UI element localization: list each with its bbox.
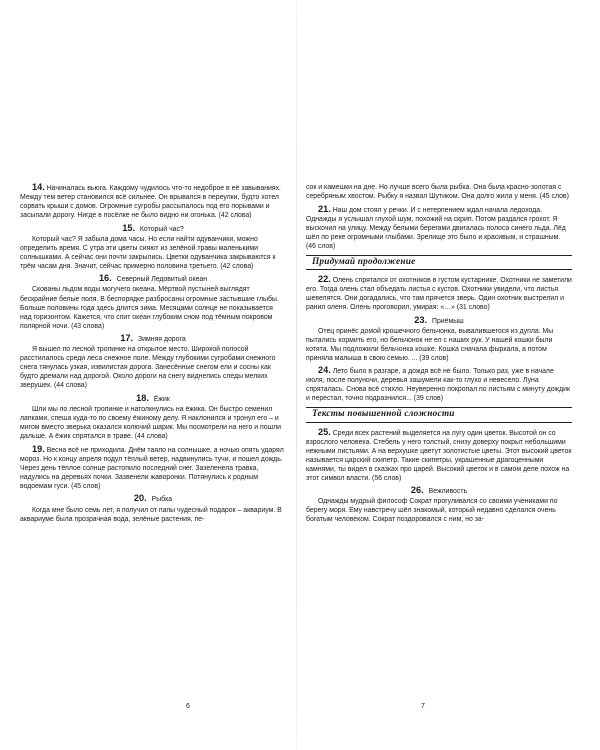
page-number-right: 7 [421,703,425,710]
exercise-number: 17. [120,333,134,344]
exercise-number: 18. [136,392,149,403]
exercise-number: 26. [410,485,424,496]
exercise-title: Который час? [139,225,184,233]
exercise-15 [20,224,286,271]
exercise-title-line [306,316,572,326]
exercise-title-line [20,394,286,404]
exercise-23 [306,316,572,363]
exercise-number: 23. [414,314,428,325]
section-heading: Придумай продолжение [306,255,572,270]
exercise-26 [306,486,572,524]
exercise-text: Однажды мудрый философ Сократ прогуливался со своими учениками по берегу моря. Ему навстречу шёл знакомый, который недавно сделался очень богатым человеком. Сократ поздоровался с ним, но за- [306,498,558,524]
exercise-16 [20,274,286,330]
exercise-21 [306,205,572,251]
page-gutter [296,0,297,750]
exercise-title: Вежливость [428,488,468,496]
left-page [20,183,286,527]
exercise-24 [306,366,572,403]
exercise-text: Наш дом стоял у речки. И с нетерпением ждал начала ледохода. Однажды я услышал глухой шум, похожий на скрип. Потом раздался грохот. Я выскочил на улицу. Между белыми берегами двигалась полоса синего льда. Лёд шёл по реке огромными глыбами. Зрелище это было и красивым, и страшным. (46 слов) [306,206,566,250]
exercise-25 [306,428,572,483]
exercise-20 [20,494,286,523]
right-page [306,183,572,528]
page-number-left: 6 [186,703,190,710]
section-heading: Тексты повышенной сложности [306,407,572,422]
exercise-text: Лето было в разгаре, а дождя всё не было. Только раз, уже в начале июля, после полуночи, деревья зашумели как-то глухо и невесело. Луна спряталась. Снова всё стихло. Неуверенно покропал по листьям с минуту дождик и перестал, точно подразнился... (39 слов) [306,368,571,403]
exercise-text: Я вышел по лесной тропинке на открытое место. Широкой полосой расстилалось среди леса снежное поле. Между глубокими сугробами снежного снега тянулась узкая, извилистая дорога. Занесённые снегом ели и сосны как будто дремали над дорогой. Около дороги на снегу виднелись следы мелких зверушек. (44 слова) [20,346,276,390]
exercise-title-line [20,334,286,344]
exercise-number: 15. [122,222,135,233]
exercise-number: 25. [318,426,331,437]
exercise-14 [20,183,286,220]
exercise-number: 24. [318,365,331,376]
exercise-title: Рыбка [151,496,173,504]
exercise-19 [20,445,286,491]
exercise-text: Который час? Я забыла дома часы. Но если найти одуванчики, можно определить время. С утра эти цветы сияют из зелёной травы маленькими солнышками. А сейчас они почти закрылись. Цветки одуванчика закрываются к трём часам дня. Значит, сейчас примерно половина третьего. (42 слова) [20,235,276,270]
exercise-number: 20. [133,493,147,504]
exercise-number: 19. [32,443,45,454]
exercise-number: 21. [318,203,331,214]
exercise-title: Зимняя дорога [138,336,186,344]
exercise-number: 14. [32,182,45,192]
exercise-title: Приёмыш [432,317,464,325]
exercise-text: Шли мы по лесной тропинке и натолкнулись на ёжика. Он быстро семенил лапками, спеша куда-то по своему ёжиному делу. Я наклонился и тронул его – и мигом вместо зверька оказался колючий шарик. Мы посмотрели на него и пошли дальше. А ёжик спрятался в траве. (44 слова) [20,406,281,441]
exercise-text: Среди всех растений выделяется на лугу один цветок. Высотой он со взрослого человека. Стебель у него толстый, снизу доверху покрыт небольшими нежными листьями. А на верхушке цветут золотистые цветы. Этот высокий цветок называется царский скипетр. Такие скипетры, украшенные драгоценными камнями, ты видел в сказках про царей. Высокий цветок и в самом деле похож на этот символ власти. (56 слов) [306,429,572,482]
exercise-number: 22. [318,273,331,284]
exercise-text: Скованы льдом воды могучего океана. Мёртвой пустыней выглядят бескрайние белые поля. В беспорядке разбросаны огромные застывшие глыбы. Больше половины года здесь длится зима. Месяцами солнце не показывается над горизонтом. Кажется, что спит океан глубоким сном под тёмным покровом полярной ночи. (43 слова) [20,286,279,330]
exercise-17 [20,334,286,390]
exercise-text: Весна всё не приходила. Днём таяло на солнышке, а ночью опять ударял мороз. Но к концу апреля подул тёплый ветер, надвинулись тучи, и пошел дождь. Через день тёплое солнце растопило последний снег. Зазеленела травка, надулись на деревьях почки. Зазвенели жаворонки. Потянулись к родным водоемам гуси. (45 слов) [20,446,284,490]
exercise-text: Олень спрятался от охотников в густом кустарнике. Охотники не заметили его. Тогда олень стал объедать листья с кустов. Охотники увидели, что листья шевелятся. Они догадались, что там прячется зверь. Один охотник выстрелил и ранил оленя. Олень проговорил, умирая: «…» (31 слово) [306,276,572,312]
exercise-title-line [306,486,572,496]
exercise-20-continuation: сок и камешки на дне. Но лучше всего была рыбка. Она была красно-золотая с серебряным хвостом. Рыбку я назвал Шутиком. Она долго жила у меня. (45 слов) [306,184,569,201]
exercise-title-line [20,494,286,504]
exercise-18 [20,394,286,441]
exercise-title: Ёжик [153,395,170,403]
exercise-text: Начиналась вьюга. Каждому чудилось что-то недоброе в её завываниях. Между тем ветер становился всё сильнее. Он врывался в переулки, будто хотел сорвать крыши с домов. Огромные сугробы рассыпалось под его порывами и засыпали дорогу. Нигде в посёлке не было видно ни огонька. (42 слова) [20,185,281,220]
exercise-text: Когда мне было семь лет, я получил от папы чудесный подарок – аквариум. В аквариуме была прозрачная вода, зелёные растения, пе- [20,506,282,523]
exercise-text: Отец принёс домой крошечного бельчонка, вывалившегося из дупла. Мы пытались кормить его, но бельчонок не ел с наших рук. У нашей кошки были котята. Мы подложили бельчонка кошке. Кошка сначала фыркала, а потом приняла малыша в свою семью. ... (39 слов) [306,327,554,362]
exercise-number: 16. [98,273,112,284]
exercise-title-line [20,224,286,234]
exercise-title: Северный Ледовитый океан [116,276,208,284]
exercise-22 [306,275,572,312]
exercise-title-line [20,274,286,284]
